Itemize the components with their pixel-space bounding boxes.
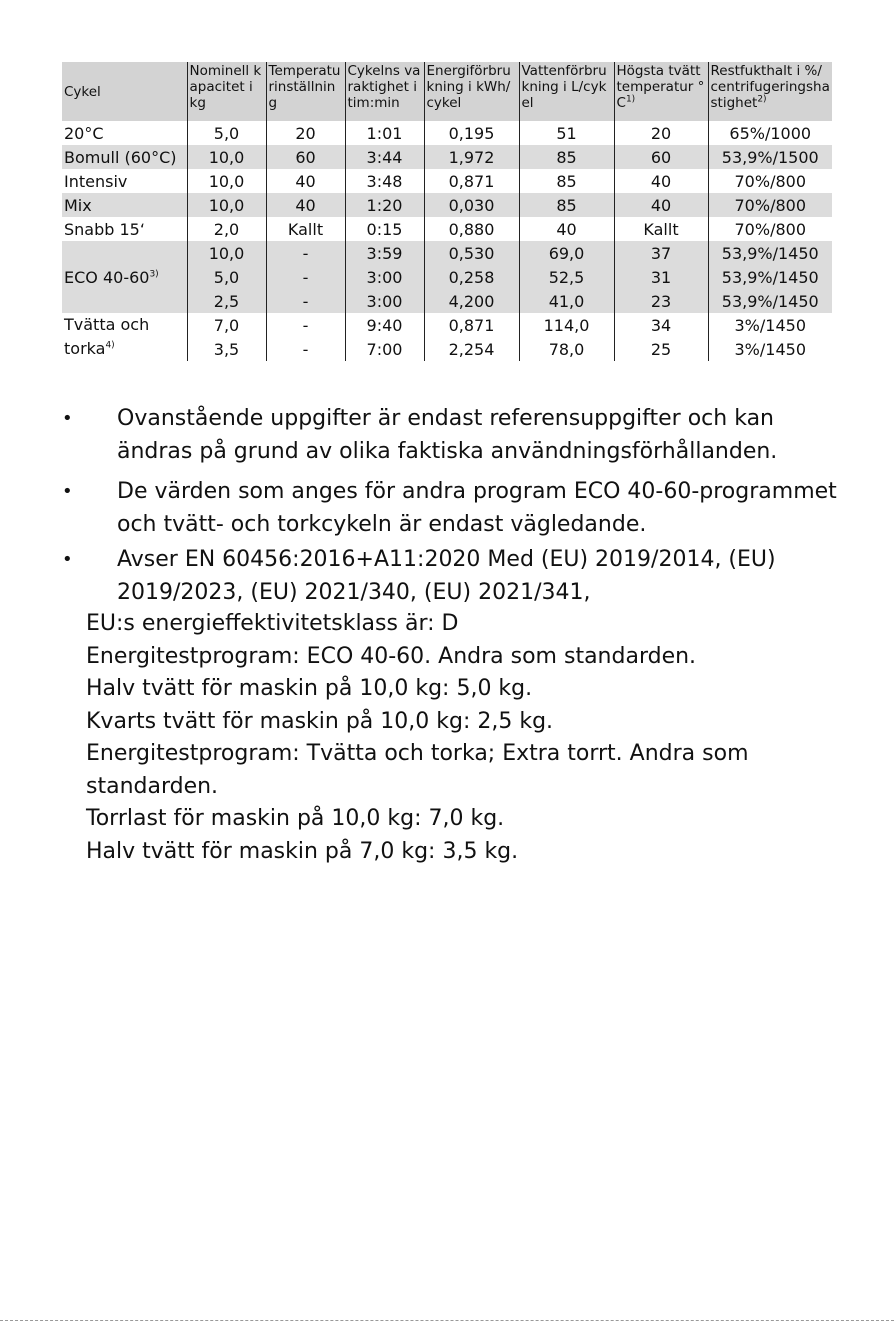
water-cell: 69,0 — [519, 241, 614, 265]
water-cell: 41,0 — [519, 289, 614, 313]
temp-cell: - — [266, 289, 345, 313]
duration-cell: 1:01 — [345, 121, 424, 145]
bullet-text: Avser EN 60456:2016+A11:2020 Med (EU) 2019/2014, (EU) 2019/2023, (EU) 2021/340, (EU) 2021/341, — [117, 547, 776, 605]
temp-cell: - — [266, 265, 345, 289]
bullet-dot-icon: • — [62, 408, 73, 429]
page-bottom-rule — [0, 1320, 894, 1321]
program-data-table — [62, 62, 832, 361]
water-cell: 40 — [519, 217, 614, 241]
temp-cell: - — [266, 241, 345, 265]
energy-cell: 0,871 — [424, 169, 519, 193]
max-temp-cell: 23 — [614, 289, 708, 313]
table-row — [62, 145, 832, 169]
max-temp-cell: 20 — [614, 121, 708, 145]
water-cell: 85 — [519, 145, 614, 169]
temp-cell: 20 — [266, 121, 345, 145]
max-temp-cell: 40 — [614, 193, 708, 217]
bullet-dot-icon: • — [62, 549, 73, 570]
table-row — [62, 241, 832, 265]
water-cell: 114,0 — [519, 313, 614, 337]
energy-cell: 0,871 — [424, 313, 519, 337]
capacity-cell: 10,0 — [187, 193, 266, 217]
header-capacity: Nominell kapacitet i kg — [187, 62, 266, 121]
header-temp-setting: Temperaturinställning — [266, 62, 345, 121]
table-row — [62, 169, 832, 193]
duration-cell: 0:15 — [345, 217, 424, 241]
note-line: EU:s energieffektivitetsklass är: D — [86, 611, 459, 636]
note-line: standarden. — [86, 773, 219, 799]
bullet-text: Ovanstående uppgifter är endast referensuppgifter och kan ändras på grund av olika faktiska användningsförhållanden. — [117, 406, 778, 464]
energy-cell: 2,254 — [424, 337, 519, 361]
temp-cell: 60 — [266, 145, 345, 169]
max-temp-cell: 60 — [614, 145, 708, 169]
table-header-row — [62, 62, 832, 121]
temp-cell: 40 — [266, 193, 345, 217]
energy-cell: 0,195 — [424, 121, 519, 145]
cycle-name: 20°C — [64, 123, 104, 143]
temp-cell: - — [266, 313, 345, 337]
residual-cell: 70%/800 — [708, 217, 832, 241]
duration-cell: 3:48 — [345, 169, 424, 193]
capacity-cell: 10,0 — [187, 169, 266, 193]
note-line: Torrlast för maskin på 10,0 kg: 7,0 kg. — [86, 806, 505, 831]
energy-notes — [86, 608, 866, 868]
max-temp-cell: 34 — [614, 313, 708, 337]
bullet-text: De värden som anges för andra program ECO 40-60-programmet och tvätt- och torkcykeln är endast vägledande. — [117, 479, 837, 537]
cycle-name: Mix — [62, 193, 187, 217]
residual-cell: 3%/1450 — [708, 337, 832, 361]
capacity-cell: 7,0 — [187, 313, 266, 337]
capacity-cell: 3,5 — [187, 337, 266, 361]
duration-cell: 7:00 — [345, 337, 424, 361]
capacity-cell: 2,5 — [187, 289, 266, 313]
max-temp-cell: 37 — [614, 241, 708, 265]
header-max-temp: Högsta tvätttemperatur $^\circ C^{1)}$ — [614, 62, 708, 121]
header-energy: Energiförbrukning i kWh/cykel — [424, 62, 519, 121]
cycle-name-wash-dry: Tvätta och torka$^{4)}$ — [64, 315, 150, 358]
note-line: Kvarts tvätt för maskin på 10,0 kg: 2,5 kg. — [86, 708, 554, 734]
max-temp-cell: 25 — [614, 337, 708, 361]
duration-cell: 9:40 — [345, 313, 424, 337]
duration-cell: 3:00 — [345, 265, 424, 289]
water-cell: 52,5 — [519, 265, 614, 289]
note-line: Halv tvätt för maskin på 7,0 kg: 3,5 kg. — [86, 838, 519, 864]
capacity-cell: 5,0 — [187, 121, 266, 145]
max-temp-cell: Kallt — [614, 217, 708, 241]
max-temp-cell: 31 — [614, 265, 708, 289]
capacity-cell: 10,0 — [187, 241, 266, 265]
energy-cell: 0,030 — [424, 193, 519, 217]
duration-cell: 3:59 — [345, 241, 424, 265]
residual-cell: 70%/800 — [708, 193, 832, 217]
residual-cell: 3%/1450 — [708, 313, 832, 337]
energy-cell: 0,530 — [424, 241, 519, 265]
energy-cell: 0,258 — [424, 265, 519, 289]
residual-cell: 53,9%/1500 — [708, 145, 832, 169]
note-line: Energitestprogram: Tvätta och torka; Extra torrt. Andra som — [86, 741, 749, 766]
bullet-dot-icon: • — [62, 481, 73, 502]
water-cell: 85 — [519, 169, 614, 193]
residual-cell: 53,9%/1450 — [708, 289, 832, 313]
energy-cell: 0,880 — [424, 217, 519, 241]
capacity-cell: 10,0 — [187, 145, 266, 169]
residual-cell: 70%/800 — [708, 169, 832, 193]
residual-cell: 53,9%/1450 — [708, 265, 832, 289]
header-water: Vattenförbrukning i L/cykel — [519, 62, 614, 121]
cycle-name: Bomull (60°C) — [62, 145, 187, 169]
energy-cell: 4,200 — [424, 289, 519, 313]
residual-cell: 65%/1000 — [708, 121, 832, 145]
max-temp-cell: 40 — [614, 169, 708, 193]
duration-cell: 3:00 — [345, 289, 424, 313]
table-row — [62, 121, 832, 145]
cycle-name-eco: ECO 40-60$^{3)}$ — [62, 241, 187, 313]
temp-cell: - — [266, 337, 345, 361]
table-row — [62, 313, 832, 337]
water-cell: 85 — [519, 193, 614, 217]
water-cell: 51 — [519, 121, 614, 145]
table-row — [62, 217, 832, 241]
cycle-name: Intensiv — [64, 171, 128, 191]
residual-cell: 53,9%/1450 — [708, 241, 832, 265]
capacity-cell: 5,0 — [187, 265, 266, 289]
temp-cell: 40 — [266, 169, 345, 193]
water-cell: 78,0 — [519, 337, 614, 361]
table-row — [62, 193, 832, 217]
duration-cell: 1:20 — [345, 193, 424, 217]
energy-cell: 1,972 — [424, 145, 519, 169]
capacity-cell: 2,0 — [187, 217, 266, 241]
header-duration: Cykelns varaktighet i tim:min — [345, 62, 424, 121]
header-residual-moisture: Restfukthalt i %/ centrifugeringshastighet$^{2)}$ — [708, 62, 832, 121]
note-line: Energitestprogram: ECO 40-60. Andra som standarden. — [86, 643, 697, 669]
temp-cell: Kallt — [266, 217, 345, 241]
duration-cell: 3:44 — [345, 145, 424, 169]
cycle-name: Snabb 15‘ — [64, 219, 145, 239]
header-cycle: Cykel — [62, 62, 187, 121]
note-line: Halv tvätt för maskin på 10,0 kg: 5,0 kg. — [86, 676, 533, 701]
